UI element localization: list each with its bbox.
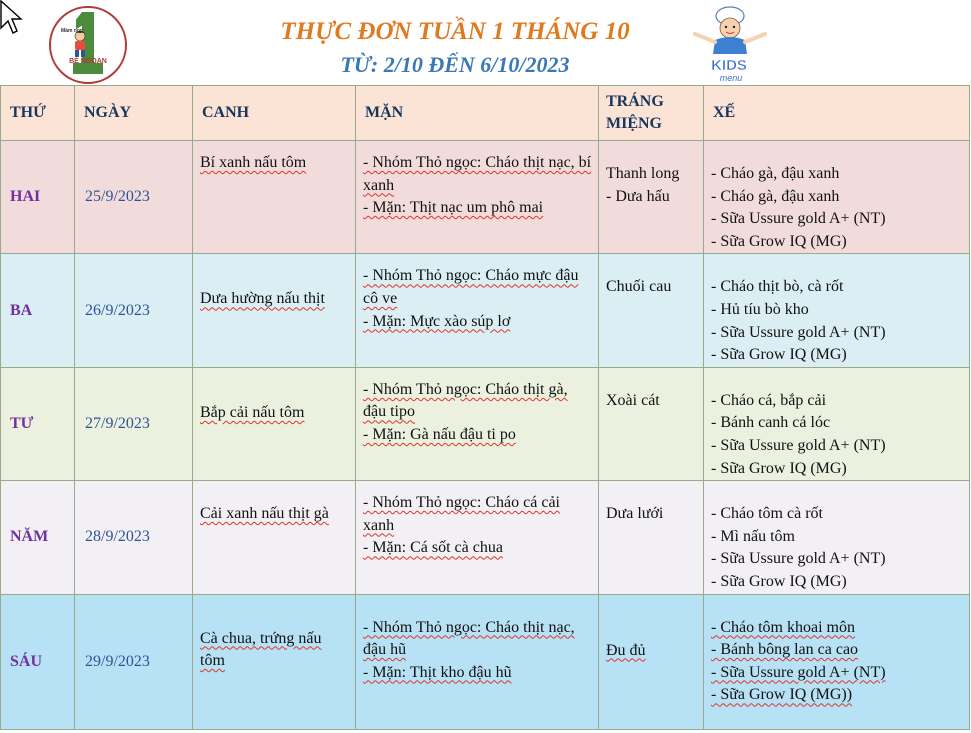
snack-line: - Cháo cá, bắp cải: [711, 391, 827, 409]
snack-line: - Sữa Grow IQ (MG)): [711, 686, 853, 704]
snack-cell: [704, 367, 970, 480]
soup-text: Cà chua, trứng nấu tôm: [200, 629, 322, 670]
snack-line: - Sữa Grow IQ (MG): [711, 572, 847, 590]
snack-line: - Cháo thịt bò, cà rốt: [711, 278, 844, 296]
table-row: [1, 141, 970, 254]
snack-line: - Sữa Ussure gold A+ (NT): [711, 210, 886, 228]
soup-cell: [193, 481, 356, 594]
snack-cell: [704, 594, 970, 729]
table-row: [1, 594, 970, 729]
snack-line: - Sữa Grow IQ (MG): [711, 232, 847, 250]
main-dish-line: - Mặn: Mực xào súp lơ: [363, 312, 511, 330]
column-header-xe: XẾ: [704, 86, 970, 141]
page-title: THỰC ĐƠN TUẦN 1 THÁNG 10: [280, 18, 630, 45]
soup-text: Cải xanh nấu thịt gà: [200, 505, 329, 523]
day-cell: HAI: [1, 141, 75, 254]
dessert-line: Thanh long: [606, 165, 680, 182]
dessert-line: Đu đủ: [606, 641, 646, 659]
logo-name: BÉ NGOAN: [69, 58, 107, 65]
menu-header: [0, 0, 971, 86]
dessert-line: Dưa lưới: [606, 505, 664, 523]
main-dish-cell: [356, 594, 599, 729]
soup-text: Bí xanh nấu tôm: [200, 154, 307, 171]
column-header-canh: CANH: [193, 86, 356, 141]
main-dish-line: - Nhóm Thỏ ngọc: Cháo thịt gà, đậu tipo: [363, 380, 568, 421]
date-cell: 29/9/2023: [75, 594, 193, 729]
logo-small-text: Mầm non: [61, 28, 83, 34]
dessert-line: Chuối cau: [606, 278, 672, 296]
snack-line: - Cháo tôm cà rốt: [711, 505, 823, 523]
table-row: [1, 481, 970, 594]
snack-line: - Sữa Ussure gold A+ (NT): [711, 436, 886, 454]
dessert-cell: [599, 481, 704, 594]
table-row: [1, 367, 970, 480]
soup-cell: [193, 254, 356, 367]
school-logo: [49, 6, 127, 84]
main-dish-line: - Mặn: Thịt kho đậu hũ: [363, 663, 512, 681]
snack-line: - Cháo gà, đậu xanh: [711, 187, 840, 205]
snack-line: - Bánh canh cá lóc: [711, 414, 831, 432]
day-cell: NĂM: [1, 481, 75, 594]
date-cell: 25/9/2023: [75, 141, 193, 254]
mouse-pointer-icon: [0, 0, 24, 36]
weekly-menu-table: [0, 85, 970, 730]
snack-line: - Hủ tíu bò kho: [711, 300, 809, 318]
dessert-line: - Dưa hấu: [606, 187, 670, 205]
main-dish-line: - Mặn: Thịt nạc um phô mai: [363, 199, 544, 217]
date-cell: 27/9/2023: [75, 367, 193, 480]
snack-line: - Sữa Grow IQ (MG): [711, 459, 847, 477]
snack-line: - Sữa Ussure gold A+ (NT): [711, 550, 886, 568]
snack-line: - Mì nấu tôm: [711, 527, 795, 545]
snack-line: - Cháo gà, đậu xanh: [711, 165, 840, 182]
main-dish-line: - Nhóm Thỏ ngọc: Cháo cá cải xanh: [363, 494, 560, 534]
snack-cell: [704, 141, 970, 254]
column-header-thu: THỨ: [1, 86, 75, 141]
soup-text: Dưa hường nấu thịt: [200, 290, 325, 308]
dessert-cell: [599, 594, 704, 729]
snack-line: - Cháo tôm khoai môn: [711, 618, 855, 636]
date-cell: 26/9/2023: [75, 254, 193, 367]
snack-line: - Bánh bông lan ca cao: [711, 641, 859, 659]
snack-line: - Sữa Ussure gold A+ (NT): [711, 323, 886, 341]
kids-menu-logo: [685, 4, 775, 84]
main-dish-cell: [356, 254, 599, 367]
soup-cell: [193, 594, 356, 729]
kids-sub: menu: [719, 73, 743, 83]
main-dish-line: - Nhóm Thỏ ngọc: Cháo thịt nạc, đậu hũ: [363, 618, 575, 659]
table-row: [1, 254, 970, 367]
snack-line: - Sữa Grow IQ (MG): [711, 346, 847, 364]
header-row: [1, 86, 970, 141]
page-subtitle: TỪ: 2/10 ĐẾN 6/10/2023: [340, 52, 570, 77]
snack-cell: [704, 481, 970, 594]
main-dish-line: - Nhóm Thỏ ngọc: Cháo mực đậu cô ve: [363, 267, 579, 307]
main-dish-cell: [356, 141, 599, 254]
main-dish-line: - Nhóm Thỏ ngọc: Cháo thịt nạc, bí xanh: [363, 154, 592, 194]
dessert-cell: [599, 367, 704, 480]
soup-text: Bắp cải nấu tôm: [200, 403, 305, 421]
main-dish-cell: [356, 481, 599, 594]
main-dish-cell: [356, 367, 599, 480]
soup-cell: [193, 141, 356, 254]
column-header-ngay: NGÀY: [75, 86, 193, 141]
soup-cell: [193, 367, 356, 480]
date-cell: 28/9/2023: [75, 481, 193, 594]
main-dish-line: - Mặn: Gà nấu đậu ti po: [363, 425, 516, 443]
day-cell: TƯ: [1, 367, 75, 480]
logo-child-figure: [69, 30, 91, 58]
snack-line: - Sữa Ussure gold A+ (NT): [711, 663, 886, 681]
dessert-cell: [599, 254, 704, 367]
column-header-man: MẶN: [356, 86, 599, 141]
day-cell: SÁU: [1, 594, 75, 729]
dessert-line: Xoài cát: [606, 391, 660, 409]
dessert-cell: [599, 141, 704, 254]
kids-word: KIDS: [711, 57, 747, 74]
main-dish-line: - Mặn: Cá sốt cà chua: [363, 539, 503, 557]
column-header-trang-mieng: TRÁNG MIỆNG: [599, 86, 704, 141]
snack-cell: [704, 254, 970, 367]
day-cell: BA: [1, 254, 75, 367]
